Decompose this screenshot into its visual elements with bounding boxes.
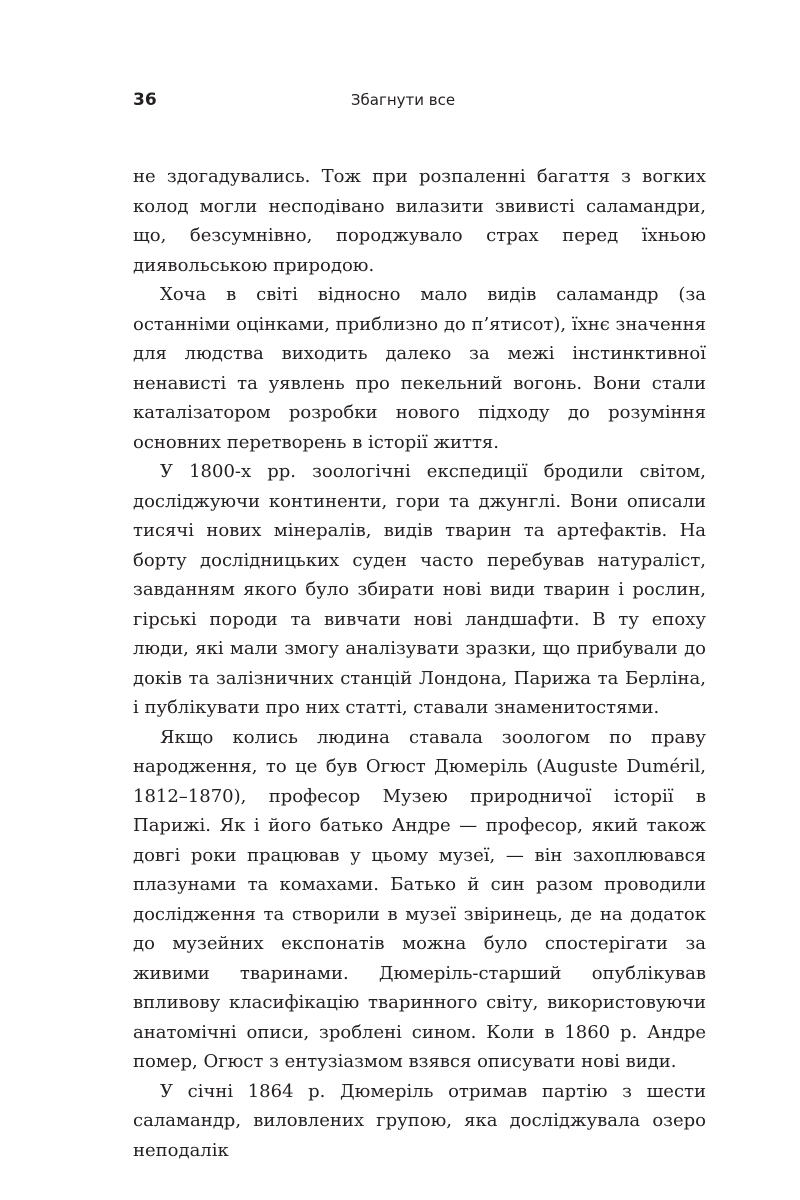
page-header <box>133 90 673 116</box>
paragraph: Якщо колись людина ставала зоологом по праву народження, то це був Огюст Дюмеріль (Auguste Duméril, 1812–1870), професор Музею природничої історії в Парижі. Як і його батько Андре — професор, який також довгі роки працював у цьому музеї, — він захоплювався плазунами та комахами. Батько й син разом проводили дослідження та створили в музеї звіринець, де на додаток до музейних експонатів можна було спостерігати за живими тваринами. Дюмеріль-старший опублікував впливову класифікацію тваринного світу, використовуючи анатомічні описи, зроблені сином. Коли в 1860 р. Андре помер, Огюст з ентузіазмом взявся описувати нові види. <box>133 726 706 1072</box>
body-text <box>133 162 706 1165</box>
page-number: 36 <box>133 90 157 110</box>
running-title: Збагнути все <box>350 91 456 109</box>
paragraph: У 1800-х рр. зоологічні експедиції бродили світом, досліджуючи континенти, гори та джунглі. Вони описали тисячі нових мінералів, видів тварин та артефактів. На борту дослідницьких суден часто перебував натураліст, завданням якого було збирати нові види тварин і рослин, гірські породи та вивчати нові ландшафти. В ту епоху люди, які мали змогу аналізувати зразки, що прибували до доків та залізничних станцій Лондона, Парижа та Берліна, і публікувати про них статті, ставали знаменитостями. <box>133 461 706 718</box>
paragraph: У січні 1864 р. Дюмеріль отримав партію з шести саламандр, виловлених групою, яка досліджувала озеро неподалік <box>133 1080 706 1161</box>
paragraph: не здогадувались. Тож при розпаленні багаття з вогких колод могли несподівано вилазити звивисті саламандри, що, безсумнівно, породжувало страх перед їхньою диявольською природою. <box>133 166 706 276</box>
paragraph: Хоча в світі відносно мало видів саламандр (за останніми оцінками, приблизно до п’ятисот), їхнє значення для людства виходить далеко за межі інстинктивної ненависті та уявлень про пекельний вогонь. Вони стали каталізатором розробки нового підходу до розуміння основних перетворень в історії життя. <box>133 284 706 453</box>
